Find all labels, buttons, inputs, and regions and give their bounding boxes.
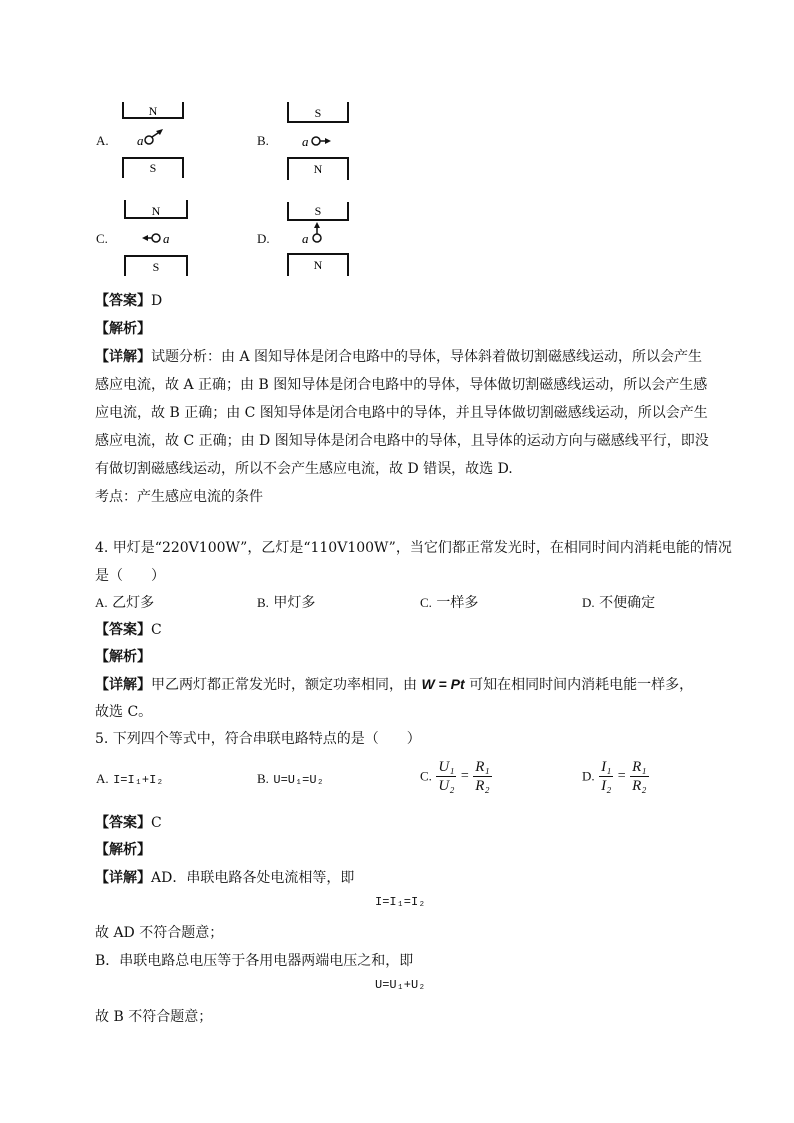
- q4-detail-line: [95, 674, 693, 694]
- q3-detail-line: 应电流，故 B 正确；由 C 图知导体是闭合电路中的导体，并且导体做切割磁感线运动，所以会产生: [95, 405, 708, 421]
- q4-option-b: B. 甲灯多: [257, 595, 316, 611]
- q4-stem: 4. 甲灯是“220V100W”，乙灯是“110V100W”，当它们都正常发光时，在相同时间内消耗电能的情况: [95, 540, 732, 556]
- top-magnet-a: N: [148, 104, 158, 118]
- detail-text: 试题分析：由 A 图知导体是闭合电路中的导体，导体斜着做切割磁感线运动，所以会产生: [151, 349, 703, 365]
- bottom-magnet-d: N: [313, 258, 323, 272]
- fraction-i: $\frac{\text{I₁}}{\text{I₂}}$: [601, 759, 612, 794]
- answer-tag: 【答案】: [95, 815, 151, 831]
- q5-option-b: B. U=U₁=U₂: [257, 771, 324, 787]
- bottom-magnet-b: N: [313, 162, 323, 176]
- q4-stem-line2: 是（ ）: [95, 568, 165, 584]
- q4-option-d: D. 不便确定: [582, 595, 656, 611]
- q5-b-conclusion: 故 B 不符合题意；: [95, 1009, 213, 1025]
- option-a-letter: A.: [96, 133, 109, 148]
- answer-value: C: [151, 815, 162, 831]
- detail-text: 甲乙两灯都正常发光时，额定功率相同，由: [151, 677, 417, 693]
- option-c-letter: C.: [96, 231, 108, 246]
- answer-value: D: [151, 293, 163, 309]
- top-magnet-d: S: [314, 204, 322, 218]
- top-magnet-c: N: [151, 204, 161, 218]
- option-b-letter: B.: [257, 133, 269, 148]
- q3-detail-line: 有做切割磁感线运动，所以不会产生感应电流，故 D 错误，故选 D.: [95, 461, 513, 477]
- q5-ad-conclusion: 故 AD 不符合题意；: [95, 925, 224, 941]
- answer-tag: 【答案】: [95, 293, 151, 309]
- q5-analysis-tag: 【解析】: [95, 842, 151, 858]
- detail-text: 可知在相同时间内消耗电能一样多，: [469, 677, 694, 693]
- magnet-diagram-b: [280, 100, 355, 180]
- equation-current: I=I₁=I₂: [375, 895, 426, 909]
- formula: W = Pt: [421, 676, 465, 692]
- q5-detail-line: B．串联电路总电压等于各用电器两端电压之和，即: [95, 953, 414, 969]
- answer-tag: 【答案】: [95, 622, 151, 638]
- bottom-magnet-a: S: [149, 161, 157, 175]
- q5-option-d: D. $\frac{\text{I₁}}{\text{I₂}}$ = $\frac{\text{R₁}}{\text{R₂}}$: [582, 759, 647, 794]
- magnet-diagram-a: [115, 100, 190, 180]
- q5-answer: [95, 812, 162, 832]
- q4-detail-line: 故选 C。: [95, 704, 153, 720]
- bottom-magnet-c: S: [152, 260, 160, 274]
- q5-option-a: A. I=I₁+I₂: [96, 771, 164, 787]
- detail-text: AD．串联电路各处电流相等，即: [151, 870, 355, 886]
- magnet-diagram-d: [280, 198, 355, 278]
- conductor-label-c: a: [163, 231, 170, 246]
- q3-detail-line: 感应电流，故 A 正确；由 B 图知导体是闭合电路中的导体，导体做切割磁感线运动，所以会产生感: [95, 377, 708, 393]
- detail-tag: 【详解】: [95, 349, 151, 365]
- conductor-label-b: a: [302, 134, 309, 149]
- q4-option-c: C. 一样多: [420, 595, 479, 611]
- q4-option-a: A. 乙灯多: [95, 595, 155, 611]
- q3-detail-line: [95, 346, 702, 366]
- q3-answer: [95, 290, 162, 310]
- q3-kaodian: 考点：产生感应电流的条件: [95, 489, 263, 505]
- option-d-letter: D.: [257, 231, 270, 246]
- detail-tag: 【详解】: [95, 870, 151, 886]
- fraction-r: $\frac{\text{R₁}}{\text{R₂}}$: [632, 759, 647, 794]
- fraction-u: $\frac{\text{U₁}}{\text{U₂}}$: [438, 759, 455, 794]
- q3-detail-line: 感应电流，故 C 正确；由 D 图知导体是闭合电路中的导体，且导体的运动方向与磁感线平行，即没: [95, 433, 709, 449]
- equation-voltage: U=U₁+U₂: [375, 978, 426, 992]
- detail-tag: 【详解】: [95, 677, 151, 693]
- q3-analysis-tag: 【解析】: [95, 321, 151, 337]
- conductor-label-a: a: [137, 133, 144, 148]
- q5-stem: 5. 下列四个等式中，符合串联电路特点的是（ ）: [95, 731, 421, 747]
- q5-option-c: C. $\frac{\text{U₁}}{\text{U₂}}$ = $\frac{\text{R₁}}{\text{R₂}}$: [420, 759, 490, 794]
- top-magnet-b: S: [314, 106, 322, 120]
- q4-options: [95, 592, 154, 612]
- q4-answer: [95, 619, 162, 639]
- answer-value: C: [151, 622, 162, 638]
- magnet-diagram-c: [115, 198, 195, 278]
- q4-analysis-tag: 【解析】: [95, 649, 151, 665]
- conductor-label-d: a: [302, 231, 309, 246]
- q5-detail-line: [95, 867, 354, 887]
- fraction-r: $\frac{\text{R₁}}{\text{R₂}}$: [475, 759, 490, 794]
